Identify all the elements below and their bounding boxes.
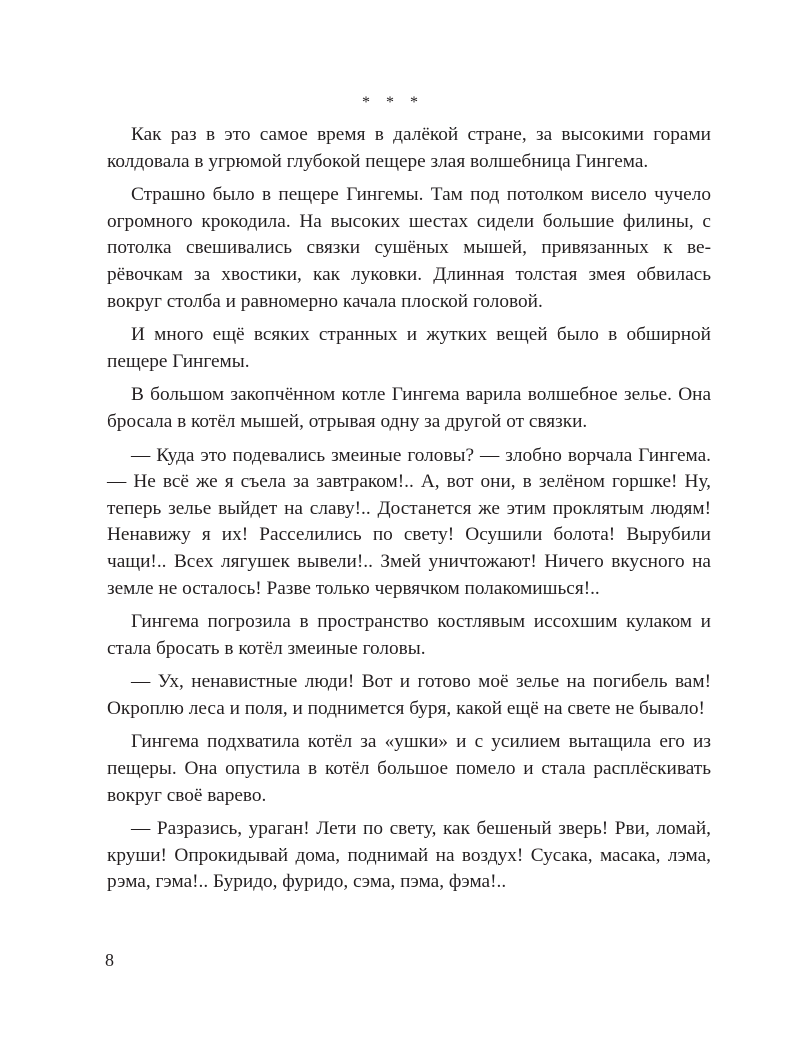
page-number: 8 [105, 950, 114, 970]
body-text [107, 122, 711, 903]
paragraph: И много ещё всяких странных и жутких вещей было в обширной пещере Гингемы. [107, 324, 711, 372]
paragraph: Как раз в это самое время в далёкой стране, за высокими горами колдовала в угрюмой глубокой пещере злая волшебница Гингема. [107, 124, 711, 172]
paragraph: — Куда это подевались змеиные головы? — злобно ворчала Гингема. — Не всё же я съела за завтраком!.. А, вот они, в зелёном горшке! Ну, теперь зелье выйдет на славу!.. Достанется же этим проклятым людям! Ненавижу я их! Расселились по свету! Осушили болота! Вырубили чащи!.. Всех лягушек вывели!.. Змей уничтожают! Ничего вкусного на земле не осталось! Разве только червячком полакомишься!.. [107, 444, 711, 599]
paragraph: Страшно было в пещере Гингемы. Там под потолком висело чучело огромного крокодила. На высоких шестах сидели большие филины, с потолка свешивались связки сушёных мышей, привязанных к верёвочкам за хвостики, как луковки. Длинная толстая змея обвилась вокруг столба и равномерно качала плоской головой. [107, 184, 711, 312]
paragraph: Гингема подхватила котёл за «ушки» и с усилием вытащила его из пещеры. Она опустила в котёл большое помело и стала расплёскивать вокруг своё варево. [107, 731, 711, 806]
section-divider: * * * [362, 94, 424, 111]
paragraph: Гингема погрозила в пространство костлявым иссохшим кулаком и стала бросать в котёл змеиные головы. [107, 611, 711, 659]
paragraph: — Разразись, ураган! Лети по свету, как бешеный зверь! Рви, ломай, круши! Опрокидывай дома, поднимай на воздух! Сусака, масака, лэма, рэма, гэма!.. Буридо, фуридо, сэма, пэма, фэма!.. [107, 818, 711, 893]
paragraph: В большом закопчённом котле Гингема варила волшебное зелье. Она бросала в котёл мышей, отрывая одну за другой от связки. [107, 384, 711, 432]
paragraph: — Ух, ненавистные люди! Вот и готово моё зелье на погибель вам! Окроплю леса и поля, и поднимется буря, какой ещё на свете не бывало! [107, 671, 711, 719]
